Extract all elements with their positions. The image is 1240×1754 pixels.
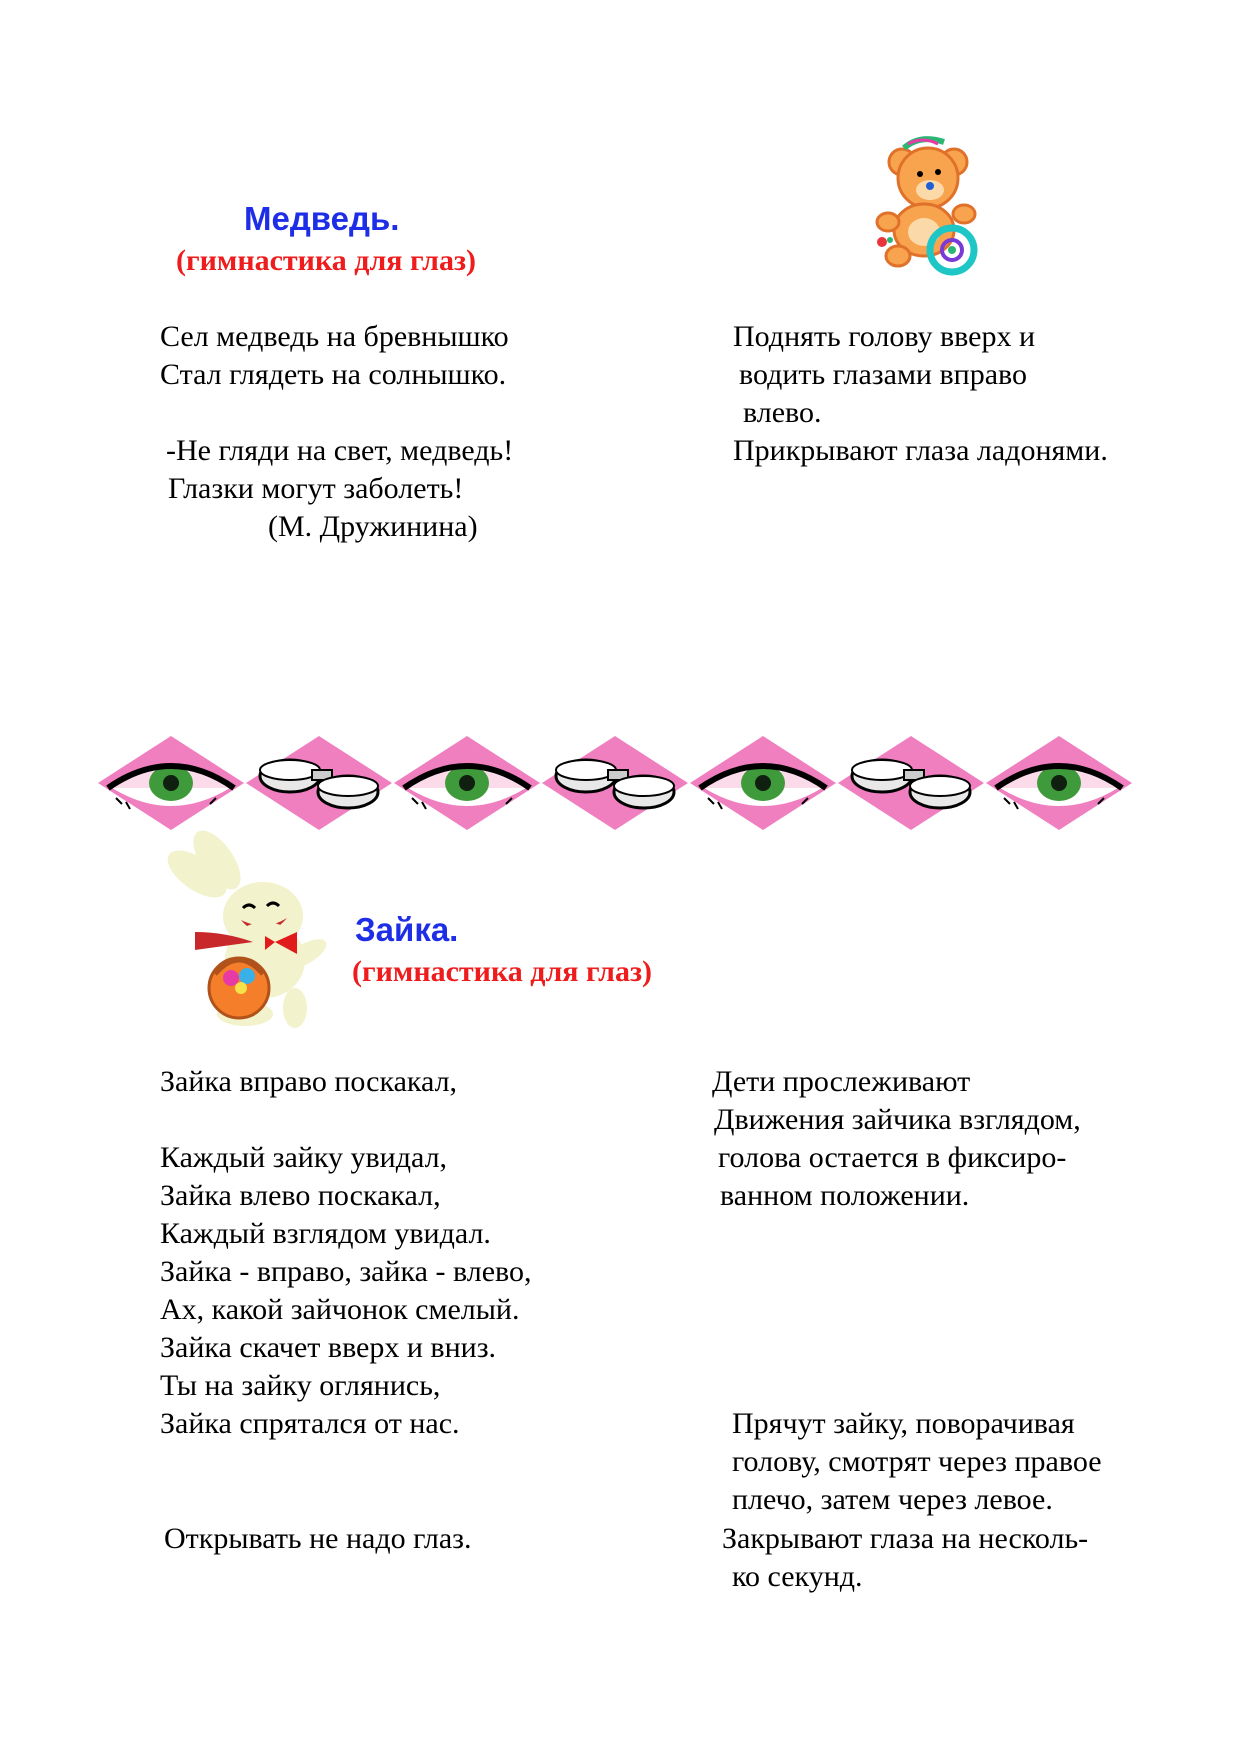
poem-line: Сел медведь на бревнышко [160, 320, 509, 353]
contact-lens-case-icon [838, 736, 984, 830]
instruction-line: плечо, затем через левое. [732, 1483, 1053, 1516]
instruction-line: голова остается в фиксиро- [718, 1141, 1067, 1174]
poem-line: Каждый взглядом увидал. [160, 1217, 491, 1250]
bunny-poem-last: Открывать не надо глаз. [164, 1522, 472, 1555]
bear-subtitle: (гимнастика для глаз) [176, 244, 476, 277]
poem-line: Глазки могут заболеть! [168, 472, 464, 505]
contact-lens-case-icon [542, 736, 688, 830]
eye-icon [986, 736, 1132, 830]
poem-line: Ты на зайку оглянись, [160, 1369, 441, 1402]
poem-line: Ах, какой зайчонок смелый. [160, 1293, 520, 1326]
eye-icon [690, 736, 836, 830]
poem-line: Зайка скачет вверх и вниз. [160, 1331, 497, 1364]
bunny-instructions-c [722, 1520, 1088, 1596]
instruction-line: Прикрывают глаза ладонями. [733, 434, 1108, 467]
poem-line: Стал глядеть на солнышко. [160, 358, 507, 391]
bunny-instructions-b [732, 1405, 1102, 1519]
instruction-line: Поднять голову вверх и [733, 320, 1036, 353]
poem-line: Зайка спрятался от нас. [160, 1407, 460, 1440]
instruction-line: влево. [743, 396, 822, 429]
teddy-bear-icon [868, 132, 988, 280]
instruction-line: водить глазами вправо [739, 358, 1027, 391]
eye-icon [394, 736, 540, 830]
instruction-line: ко секунд. [732, 1560, 863, 1593]
decorative-border [98, 736, 1133, 830]
instruction-line: Прячут зайку, поворачивая [732, 1407, 1075, 1440]
bunny-icon [155, 828, 345, 1034]
poem-author: (М. Дружинина) [268, 510, 478, 543]
instruction-line: Закрывают глаза на несколь- [722, 1522, 1089, 1555]
instruction-line: Дети прослеживают [712, 1065, 971, 1098]
bunny-poem [160, 1063, 531, 1443]
instruction-line: ванном положении. [720, 1179, 970, 1212]
poem-line: Зайка вправо поскакал, [160, 1065, 458, 1098]
poem-line: Зайка влево поскакал, [160, 1179, 441, 1212]
instruction-line: Движения зайчика взглядом, [714, 1103, 1081, 1136]
poem-line: -Не гляди на свет, медведь! [166, 434, 514, 467]
poem-line: Зайка - вправо, зайка - влево, [160, 1255, 532, 1288]
eye-icon [98, 736, 244, 830]
poem-line: Каждый зайку увидал, [160, 1141, 448, 1174]
bunny-instructions-a [712, 1063, 1081, 1215]
bunny-subtitle: (гимнастика для глаз) [352, 955, 652, 988]
instruction-line: голову, смотрят через правое [732, 1445, 1102, 1478]
bunny-title: Зайка. [355, 911, 459, 948]
bear-poem [160, 318, 513, 546]
bear-title: Медведь. [244, 200, 400, 237]
poem-line [160, 394, 513, 432]
poem-line [160, 1101, 531, 1139]
contact-lens-case-icon [246, 736, 392, 830]
bear-instructions [733, 318, 1108, 470]
